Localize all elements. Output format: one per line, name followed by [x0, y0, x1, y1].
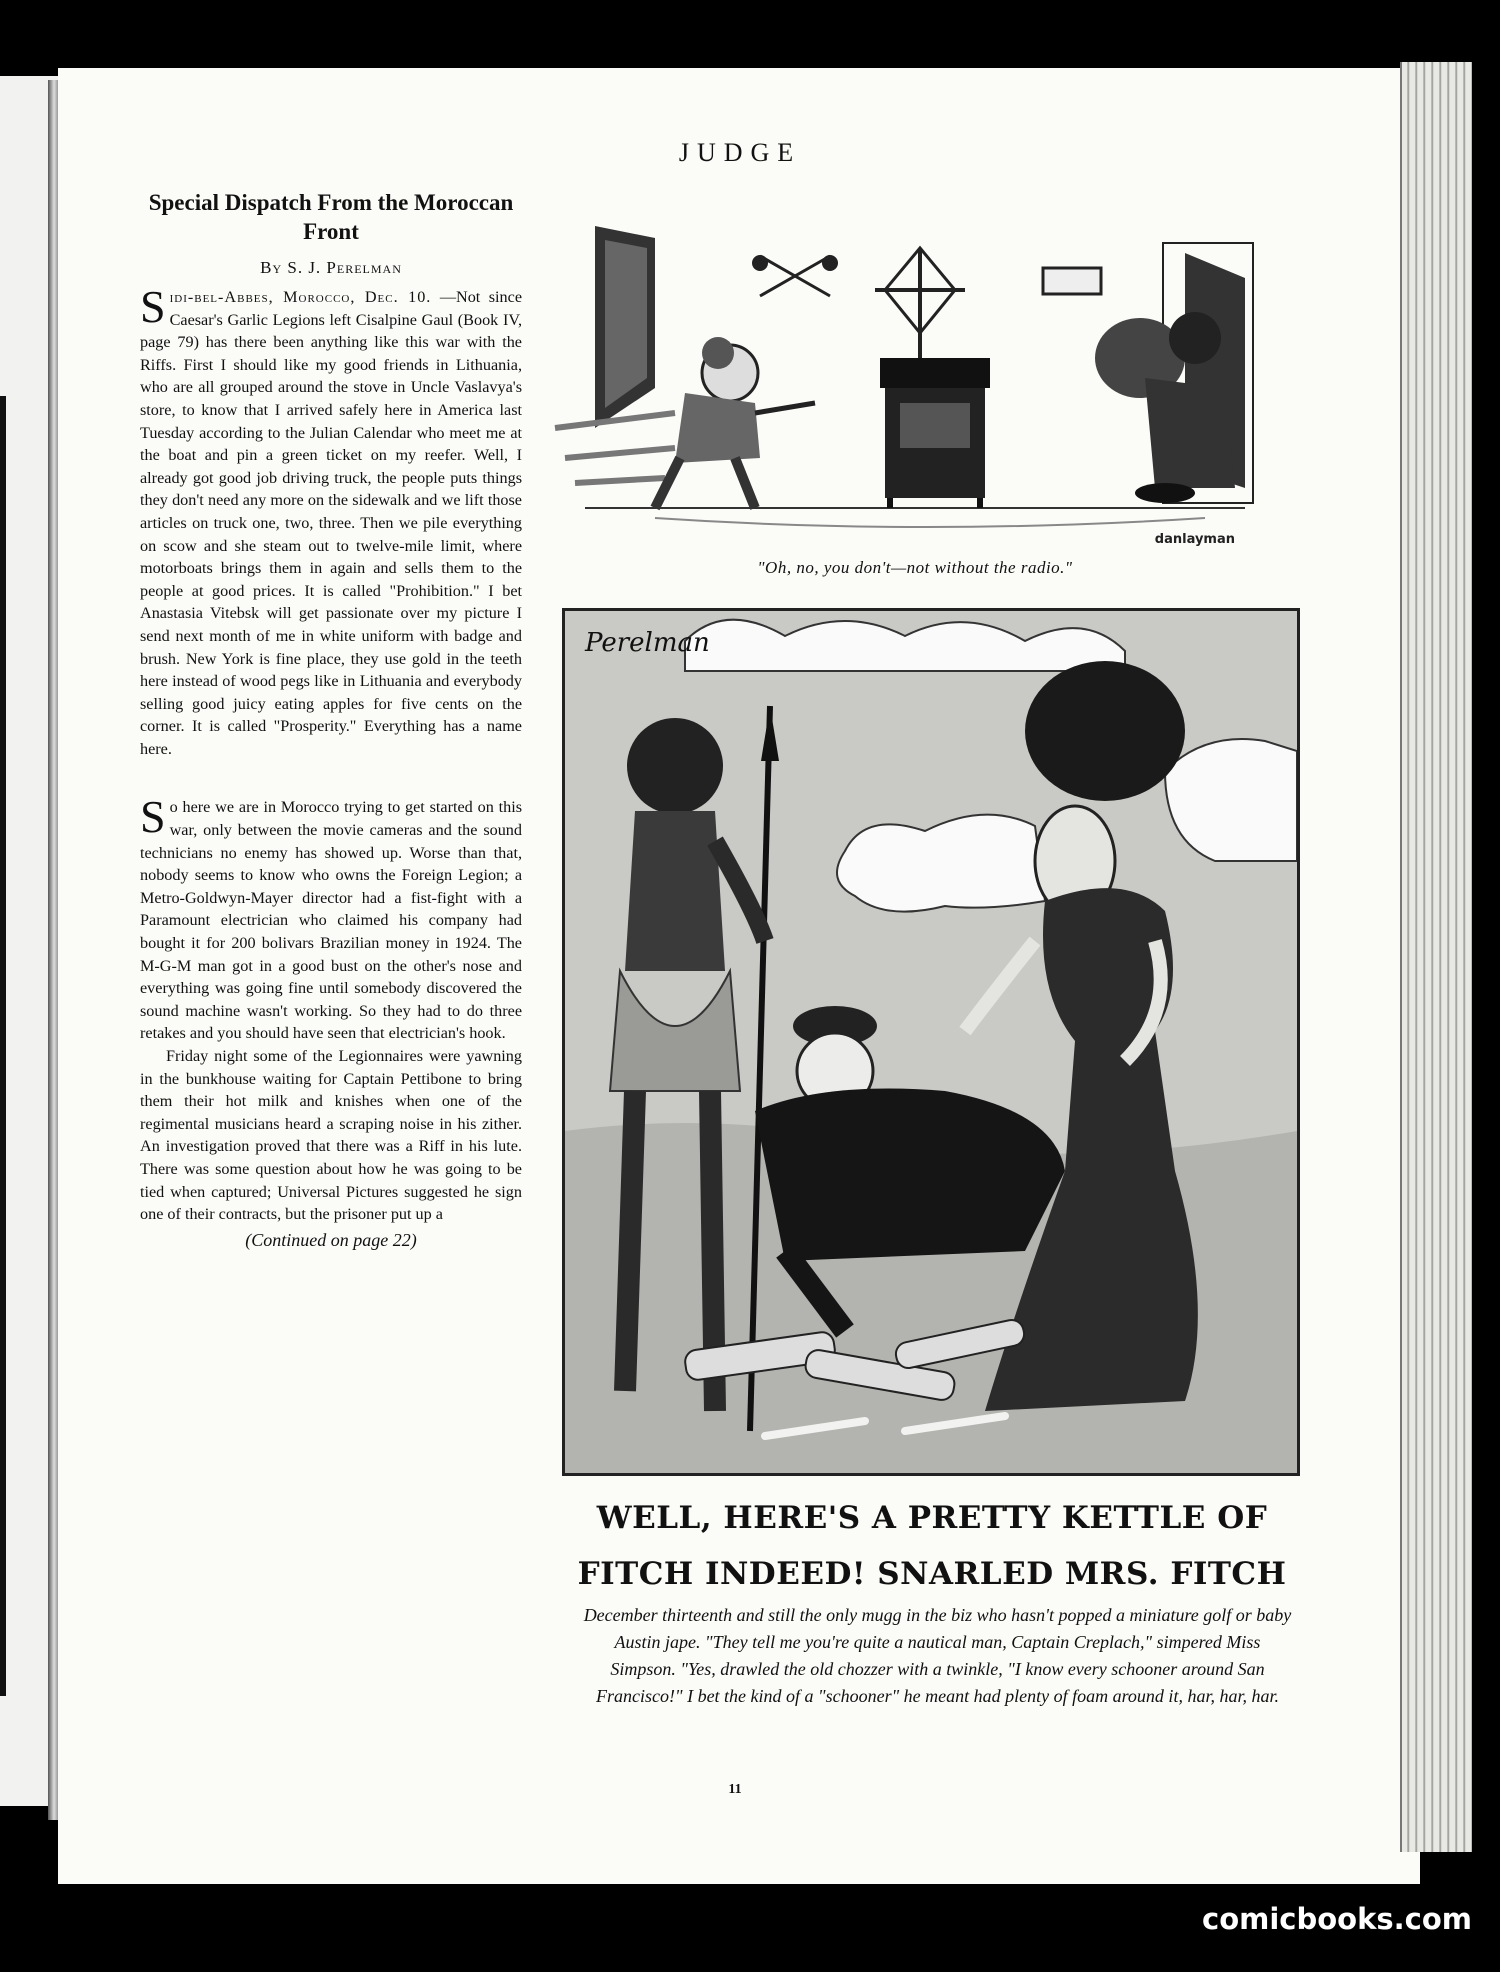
dropcap-1: S: [140, 281, 166, 332]
dropcap-2: S: [140, 791, 166, 843]
article-byline: By S. J. Perelman: [260, 258, 402, 277]
paragraph-3-text: Friday night some of the Legionnaires were yawning in the bunkhouse waiting for Captain Pettibone to bring them their hot milk and knishes when one of the regimental musicians heard a scraping noise in his zither. An investigation proved that there was a Riff in his lute. There was some question about how he was going to be tied when captured; Universal Pictures suggested he sign one of their contracts, but the prisoner put up a: [140, 1047, 522, 1224]
cartoon2-signature: Perelman: [585, 628, 710, 658]
article-headline: Special Dispatch From the Moroccan Front: [148, 190, 514, 244]
watermark: comicbooks.com: [1202, 1902, 1472, 1936]
article-paragraph-2: [140, 791, 522, 1045]
cartoon1-caption: "Oh, no, you don't—not without the radio.": [757, 558, 1073, 577]
page-number: 11: [728, 1782, 742, 1797]
continued-note: (Continued on page 22): [245, 1229, 417, 1250]
cartoon1-signature: danlayman: [1154, 532, 1235, 547]
article-paragraph-1: [140, 281, 523, 760]
cartoon2-caption: December thirteenth and still the only mugg in the biz who hasn't popped a miniature golf or baby Austin jape. "They tell me you're quite a nautical man, Captain Creplach," simpered Miss Simpson. "Yes, drawled the old chozzer with a twinkle, "I know every schooner around San Francisco!" I bet the kind of a "schooner" he meant had plenty of foam around it, har, har, har.: [583, 1605, 1292, 1706]
cartoon-radio-thief: [545, 218, 1285, 558]
dateline: idi-bel-Abbes, Morocco, Dec. 10.: [169, 288, 432, 306]
radio-cabinet: [880, 358, 990, 508]
facing-page-rule: [0, 396, 6, 1696]
paragraph-2-text: o here we are in Morocco trying to get started on this war, only between the movie cameras and the sound technicians no enemy has showed up. Worse than that, nobody seems to know who owns the Foreign Legion; a Metro-Goldwyn-Mayer director had a fist-fight with a Paramount electrician who claimed his company had bought it for 200 bolivars Brazilian money in 1924. The M-G-M man got in a good bust on the other's nose and everything was going fine until somebody discovered the sound machine wasn't working. So they had to do three retakes and you should have seen that electrician's hook.: [140, 798, 522, 1043]
running-head: JUDGE: [678, 138, 802, 167]
title-line-1: WELL, HERE'S A PRETTY KETTLE OF: [596, 1500, 1268, 1536]
cloud-middle: [837, 815, 1045, 912]
paragraph-1-text: —Not since Caesar's Garlic Legions left Cisalpine Gaul (Book IV, page 79) has there been anything like this war with the Riffs. First I should like my good friends in Lithuania, who are all grouped around the stove in Uncle Vaslavya's store, to know that I arrived safely here in America last Tuesday according to the Julian Calendar who meet me at the boat and pin a green ticket on my reefer. Well, I already got good job driving truck, the people puts things they don't need any more on the sidewalk and we lift those articles on truck one, two, three. Then we pile everything on scow and she steam out to twelve-mile limit, where motorboats brings them in again and sells them to the people at good prices. It is called "Prohibition." I bet Anastasia Vitebsk will get passionate over my picture I send next month of me in white uniform with badge and brush. New York is fine place, they use gold in the teeth here instead of wood pegs like in Lithuania and everybody selling good juicy eating apples for five cents on the corner. It is called "Prosperity." Everything has a name here.: [140, 288, 523, 758]
title-line-2: FITCH INDEED! SNARLED MRS. FITCH: [577, 1556, 1287, 1592]
article-paragraph-3: [140, 1045, 522, 1226]
article-body: [140, 281, 523, 1226]
cartoon-kettle-of-fitch: [562, 608, 1300, 1476]
page-stack-edges: [1400, 62, 1472, 1852]
cartoon2-title: [556, 1490, 1308, 1602]
wall-picture: [1043, 268, 1101, 294]
article-column: [140, 188, 522, 1251]
